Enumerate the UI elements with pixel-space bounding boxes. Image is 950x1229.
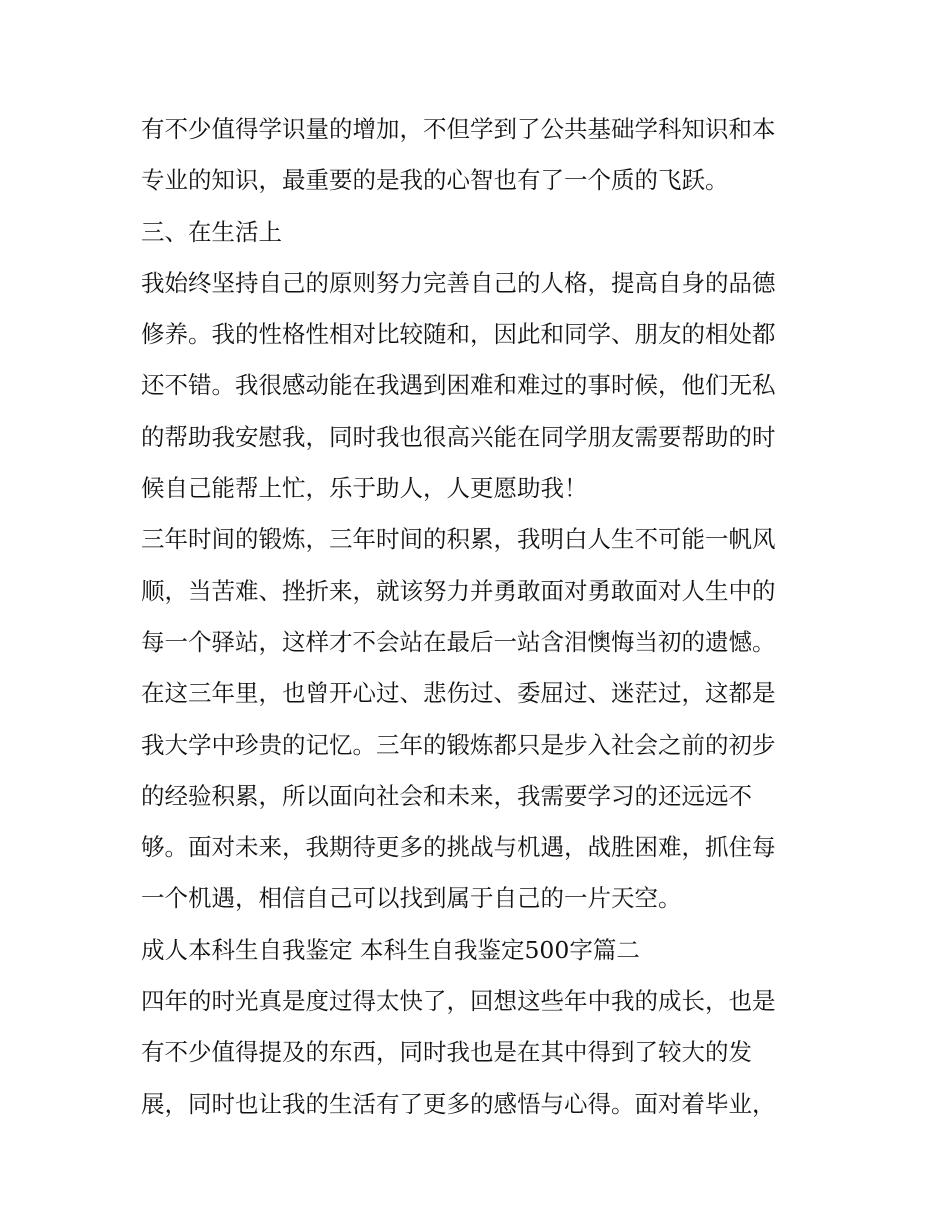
text-line: 顺，当苦难、挫折来，就该努力并勇敢面对勇敢面对人生中的 — [141, 576, 776, 605]
text-line: 够。面对未来，我期待更多的挑战与机遇，战胜困难，抓住每 — [141, 833, 776, 862]
text-line: 展，同时也让我的生活有了更多的感悟与心得。面对着毕业， — [141, 1089, 776, 1118]
text-line: 一个机遇，相信自己可以找到属于自己的一片天空。 — [141, 884, 682, 913]
text-line: 每一个驿站，这样才不会站在最后一站含泪懊悔当初的遗憾。 — [141, 627, 776, 656]
text-line: 候自己能帮上忙，乐于助人，人更愿助我！ — [141, 474, 588, 503]
section-heading: 三、在生活上 — [141, 217, 282, 246]
text-line: 的经验积累，所以面向社会和未来，我需要学习的还远远不 — [141, 781, 752, 810]
document-body — [141, 104, 813, 1130]
text-line: 修养。我的性格性相对比较随和，因此和同学、朋友的相处都 — [141, 320, 776, 349]
article-title: 成人本科生自我鉴定 本科生自我鉴定500字篇二 — [141, 935, 640, 964]
text-line: 的帮助我安慰我，同时我也很高兴能在同学朋友需要帮助的时 — [141, 422, 776, 451]
text-line: 三年时间的锻炼，三年时间的积累，我明白人生不可能一帆风 — [141, 525, 776, 554]
text-line: 在这三年里，也曾开心过、悲伤过、委屈过、迷茫过，这都是 — [141, 679, 776, 708]
text-line: 专业的知识，最重要的是我的心智也有了一个质的飞跃。 — [141, 166, 729, 195]
text-line: 还不错。我很感动能在我遇到困难和难过的事时候，他们无私 — [141, 371, 776, 400]
text-line: 有不少值得学识量的增加，不但学到了公共基础学科知识和本 — [141, 115, 776, 143]
text-line: 有不少值得提及的东西，同时我也是在其中得到了较大的发 — [141, 1038, 752, 1067]
text-line: 我大学中珍贵的记忆。三年的锻炼都只是步入社会之前的初步 — [141, 730, 776, 759]
text-line: 四年的时光真是度过得太快了，回想这些年中我的成长，也是 — [141, 987, 776, 1016]
text-line: 我始终坚持自己的原则努力完善自己的人格，提高自身的品德 — [141, 268, 776, 297]
